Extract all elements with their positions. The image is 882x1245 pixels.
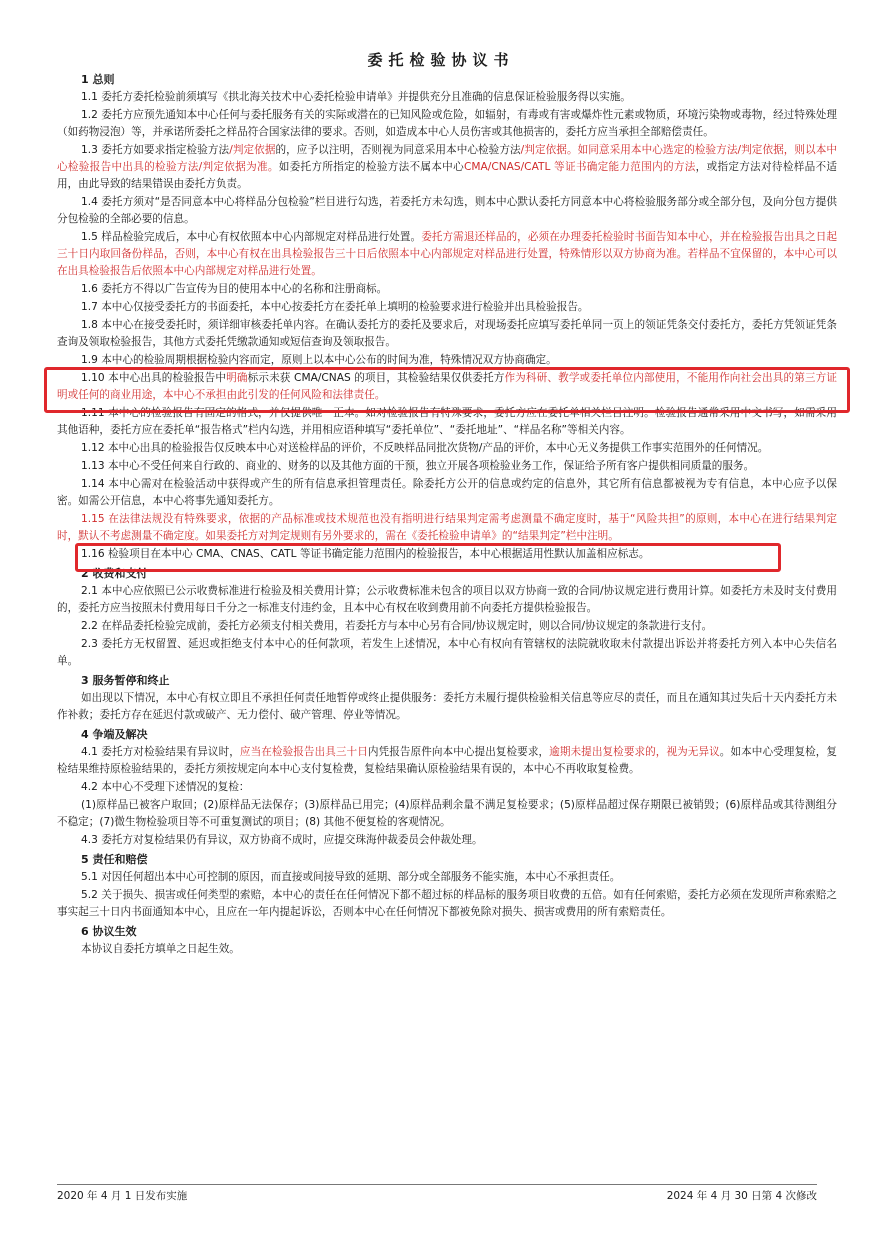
clause-1-13: 1.13 本中心不受任何来自行政的、商业的、财务的以及其他方面的干预，独立开展各项检验业务工作，保证给予所有客户提供相同质量的服务。 — [81, 460, 755, 472]
clause-1-12: 1.12 本中心出具的检验报告仅反映本中心对送检样品的评价，不反映样品同批次货物/产品的评价，本中心无义务提供工作事实范围外的任何情况。 — [81, 442, 769, 454]
section-heading-fees: 2 收费和支付 — [81, 567, 148, 580]
footer-release-date: 2020 年 4 月 1 日发布实施 — [57, 1190, 188, 1202]
clause-1-9: 1.9 本中心的检验周期根据检验内容而定，原则上以本中心公布的时间为准，特殊情况双方协商确定。 — [81, 354, 557, 366]
clause-1-3-red: /判定依据。如同意采用本中心选定的检验方法/判定依据，则以本中心检验报告中出具的检验方法/判定依据为准。 — [57, 144, 838, 173]
clause-2-1: 2.1 本中心应依照已公示收费标准进行检验及相关费用计算；公示收费标准未包含的项目以双方协商一致的合同/协议规定进行费用计算。如委托方未及时支付费用的，委托方应当按照未付费用每日千分之一标准支付违约金，且本中心有权在收到费用前不向委托方提供检验报告。 — [57, 585, 837, 614]
clause-1-11: 1.11 本中心的检验报告有固定的格式，并仅提供唯一正本。如对检验报告有特殊要求，委托方应在委托单相关栏目注明。检验报告通常采用中文书写，如需采用其他语种，委托方应在委托单“报告格式”栏内勾选，并用相应语种填写“委托单位”、“委托地址”、“样品名称”等相关内容。 — [57, 407, 837, 436]
clause-1-3-part: ，或指定方法对待检样品不适用，由此导致的结果错误由委托方负责。 — [57, 161, 837, 190]
clause-1-10 — [57, 370, 837, 404]
clause-6-1: 本协议自委托方填单之日起生效。 — [81, 943, 240, 955]
clause-2-2: 2.2 在样品委托检验完成前，委托方必须支付相关费用，若委托方与本中心另有合同/协议规定时，则以合同/协议规定的条款进行支付。 — [81, 620, 713, 632]
clause-1-15: 1.15 在法律法规没有特殊要求，依据的产品标准或技术规范也没有指明进行结果判定需考虑测量不确定度时，基于“风险共担”的原则，本中心在进行结果判定时，默认不考虑测量不确定度。如果委托方对判定规则有另外要求的，需在《委托检验申请单》的“结果判定”栏中注明。 — [57, 513, 837, 542]
clause-1-5-red: 委托方需退还样品的，必须在办理委托检验时书面告知本中心，并在检验报告出具之日起三十日内取回备份样品，否则，本中心有权在出具检验报告三十日后依照本中心内部规定对样品进行处置，特殊情形以双方协商为准。若样品不宜保留的，本中心可以在出具检验报告后依照本中心内部规定对样品进行处置。 — [57, 231, 837, 277]
clause-1-3-part: 1.3 委托方如要求指定检验方法 — [81, 144, 230, 156]
section-heading-disputes: 4 争端及解决 — [81, 728, 148, 741]
clause-1-1: 1.1 委托方委托检验前须填写《拱北海关技术中心委托检验申请单》并提供充分且准确的信息保证检验服务得以实施。 — [81, 91, 631, 103]
clause-1-3 — [57, 142, 837, 193]
clause-1-4: 1.4 委托方须对“是否同意本中心将样品分包检验”栏目进行勾选，若委托方未勾选，则本中心默认委托方同意本中心将检验服务部分或全部分包，及向分包方提供分包检验的全部必要的信息。 — [57, 196, 837, 225]
clause-1-16: 1.16 检验项目在本中心 CMA、CNAS、CATL 等证书确定能力范围内的检验报告，本中心根据适用性默认加盖相应标志。 — [81, 548, 650, 560]
clause-1-5 — [57, 229, 837, 280]
page-title: 委托检验协议书 — [367, 51, 515, 69]
clause-1-8: 1.8 本中心在接受委托时，须详细审核委托单内容。在确认委托方的委托及要求后，对现场委托应填写委托单同一页上的领证凭条交付委托方，委托方凭领证凭条查询及领取检验报告，其他方式委托凭缴款通知或短信查询及领取报告。 — [57, 319, 837, 348]
section-heading-general: 1 总则 — [81, 73, 115, 86]
footer-revision-date: 2024 年 4 月 30 日第 4 次修改 — [666, 1190, 817, 1202]
clause-1-6: 1.6 委托方不得以广告宣传为目的使用本中心的名称和注册商标。 — [81, 283, 388, 295]
clause-4-1-part: 4.1 委托方对检验结果有异议时， — [81, 746, 240, 758]
clause-1-10-part: 1.10 本中心出具的检验报告中 — [81, 372, 227, 384]
clause-3-1: 如出现以下情况，本中心有权立即且不承担任何责任地暂停或终止提供服务：委托方未履行提供检验相关信息等应尽的责任，而且在通知其过失后十天内委托方未作补救；委托方存在延迟付款或破产、无力偿付、破产管理、停业等情况。 — [57, 692, 837, 721]
clause-1-10-part: 标示未获 CMA/CNAS 的项目，其检验结果仅供委托方 — [247, 372, 505, 384]
clause-5-1: 5.1 对因任何超出本中心可控制的原因，而直接或间接导致的延期、部分或全部服务不能实施，本中心不承担责任。 — [81, 871, 621, 883]
clause-1-3-part: 如委托方所指定的检验方法不属本中心 — [278, 161, 464, 173]
clause-4-1-part: 内凭报告原件向本中心提出复检要求， — [367, 746, 550, 758]
clause-1-3-red: CMA/CNAS/CATL 等证书确定能力范围内的方法 — [463, 161, 696, 173]
section-heading-liability: 5 责任和赔偿 — [81, 853, 148, 866]
clause-1-10-red: 作为科研、教学或委托单位内部使用，不能用作向社会出具的第三方证明或任何的商业用途，本中心不承担由此引发的任何风险和法律责任。 — [57, 372, 837, 401]
document-body — [57, 70, 837, 959]
clause-4-1-red: 应当在检验报告出具三十日 — [239, 746, 368, 758]
clause-4-1-part: 。如本中心受理复检，复检结果维持原检验结果的，委托方须按规定向本中心支付复检费，复检结果确认原检验结果有误的，本中心不再收取复检费。 — [57, 746, 838, 775]
clause-1-14: 1.14 本中心需对在检验活动中获得或产生的所有信息承担管理责任。除委托方公开的信息或约定的信息外，其它所有信息都被视为专有信息，本中心应予以保密。如需公开信息，本中心将事先通知委托方。 — [57, 478, 837, 507]
clause-4-1 — [57, 744, 837, 778]
page-footer — [57, 1184, 817, 1205]
clause-2-3: 2.3 委托方无权留置、延迟或拒绝支付本中心的任何款项，若发生上述情况，本中心有权向有管辖权的法院就收取未付款提出诉讼并将委托方列入本中心失信名单。 — [57, 638, 837, 667]
clause-1-10-red: 明确 — [226, 372, 248, 384]
clause-1-7: 1.7 本中心仅接受委托方的书面委托，本中心按委托方在委托单上填明的检验要求进行检验并出具检验报告。 — [81, 301, 589, 313]
section-heading-suspension: 3 服务暂停和终止 — [81, 674, 170, 687]
clause-1-2: 1.2 委托方应预先通知本中心任何与委托服务有关的实际或潜在的已知风险或危险，如辐射，有毒或有害或爆炸性元素或物质，环境污染物或毒物，经过特殊处理（如药物浸泡）等，并承诺所委托之样品符合国家法律的要求。否则，如造成本中心人员伤害或其他损害的，委托方应当承担全部赔偿责任。 — [57, 109, 837, 138]
clause-4-2-list: (1)原样品已被客户取回；(2)原样品无法保存；(3)原样品已用完；(4)原样品剩余量不满足复检要求；(5)原样品超过保存期限已被销毁；(6)原样品或其待测组分不稳定；(7)微生物检验项目等不可重复测试的项目；(8) 其他不便复检的客观情况。 — [57, 799, 837, 828]
clause-1-5-part: 1.5 样品检验完成后，本中心有权依照本中心内部规定对样品进行处置。 — [81, 231, 422, 243]
clause-1-3-red: /判定依据 — [229, 144, 276, 156]
clause-4-1-red: 逾期未提出复检要求的，视为无异议 — [549, 746, 720, 758]
clause-4-2: 4.2 本中心不受理下述情况的复检： — [81, 781, 250, 793]
clause-4-3: 4.3 委托方对复检结果仍有异议，双方协商不成时，应提交珠海仲裁委员会仲裁处理。 — [81, 834, 483, 846]
clause-1-3-part: 的，应予以注明，否则视为同意采用本中心检验方法 — [275, 144, 521, 156]
clause-5-2: 5.2 关于损失、损害或任何类型的索赔，本中心的责任在任何情况下都不超过标的样品标的服务项目收费的五倍。如有任何索赔，委托方必须在发现所声称索赔之事实起三十日内书面通知本中心，且应在一年内提起诉讼，否则本中心在任何情况下都被免除对损失、损害或费用的所有索赔责任。 — [57, 889, 837, 918]
section-heading-effective: 6 协议生效 — [81, 925, 137, 938]
